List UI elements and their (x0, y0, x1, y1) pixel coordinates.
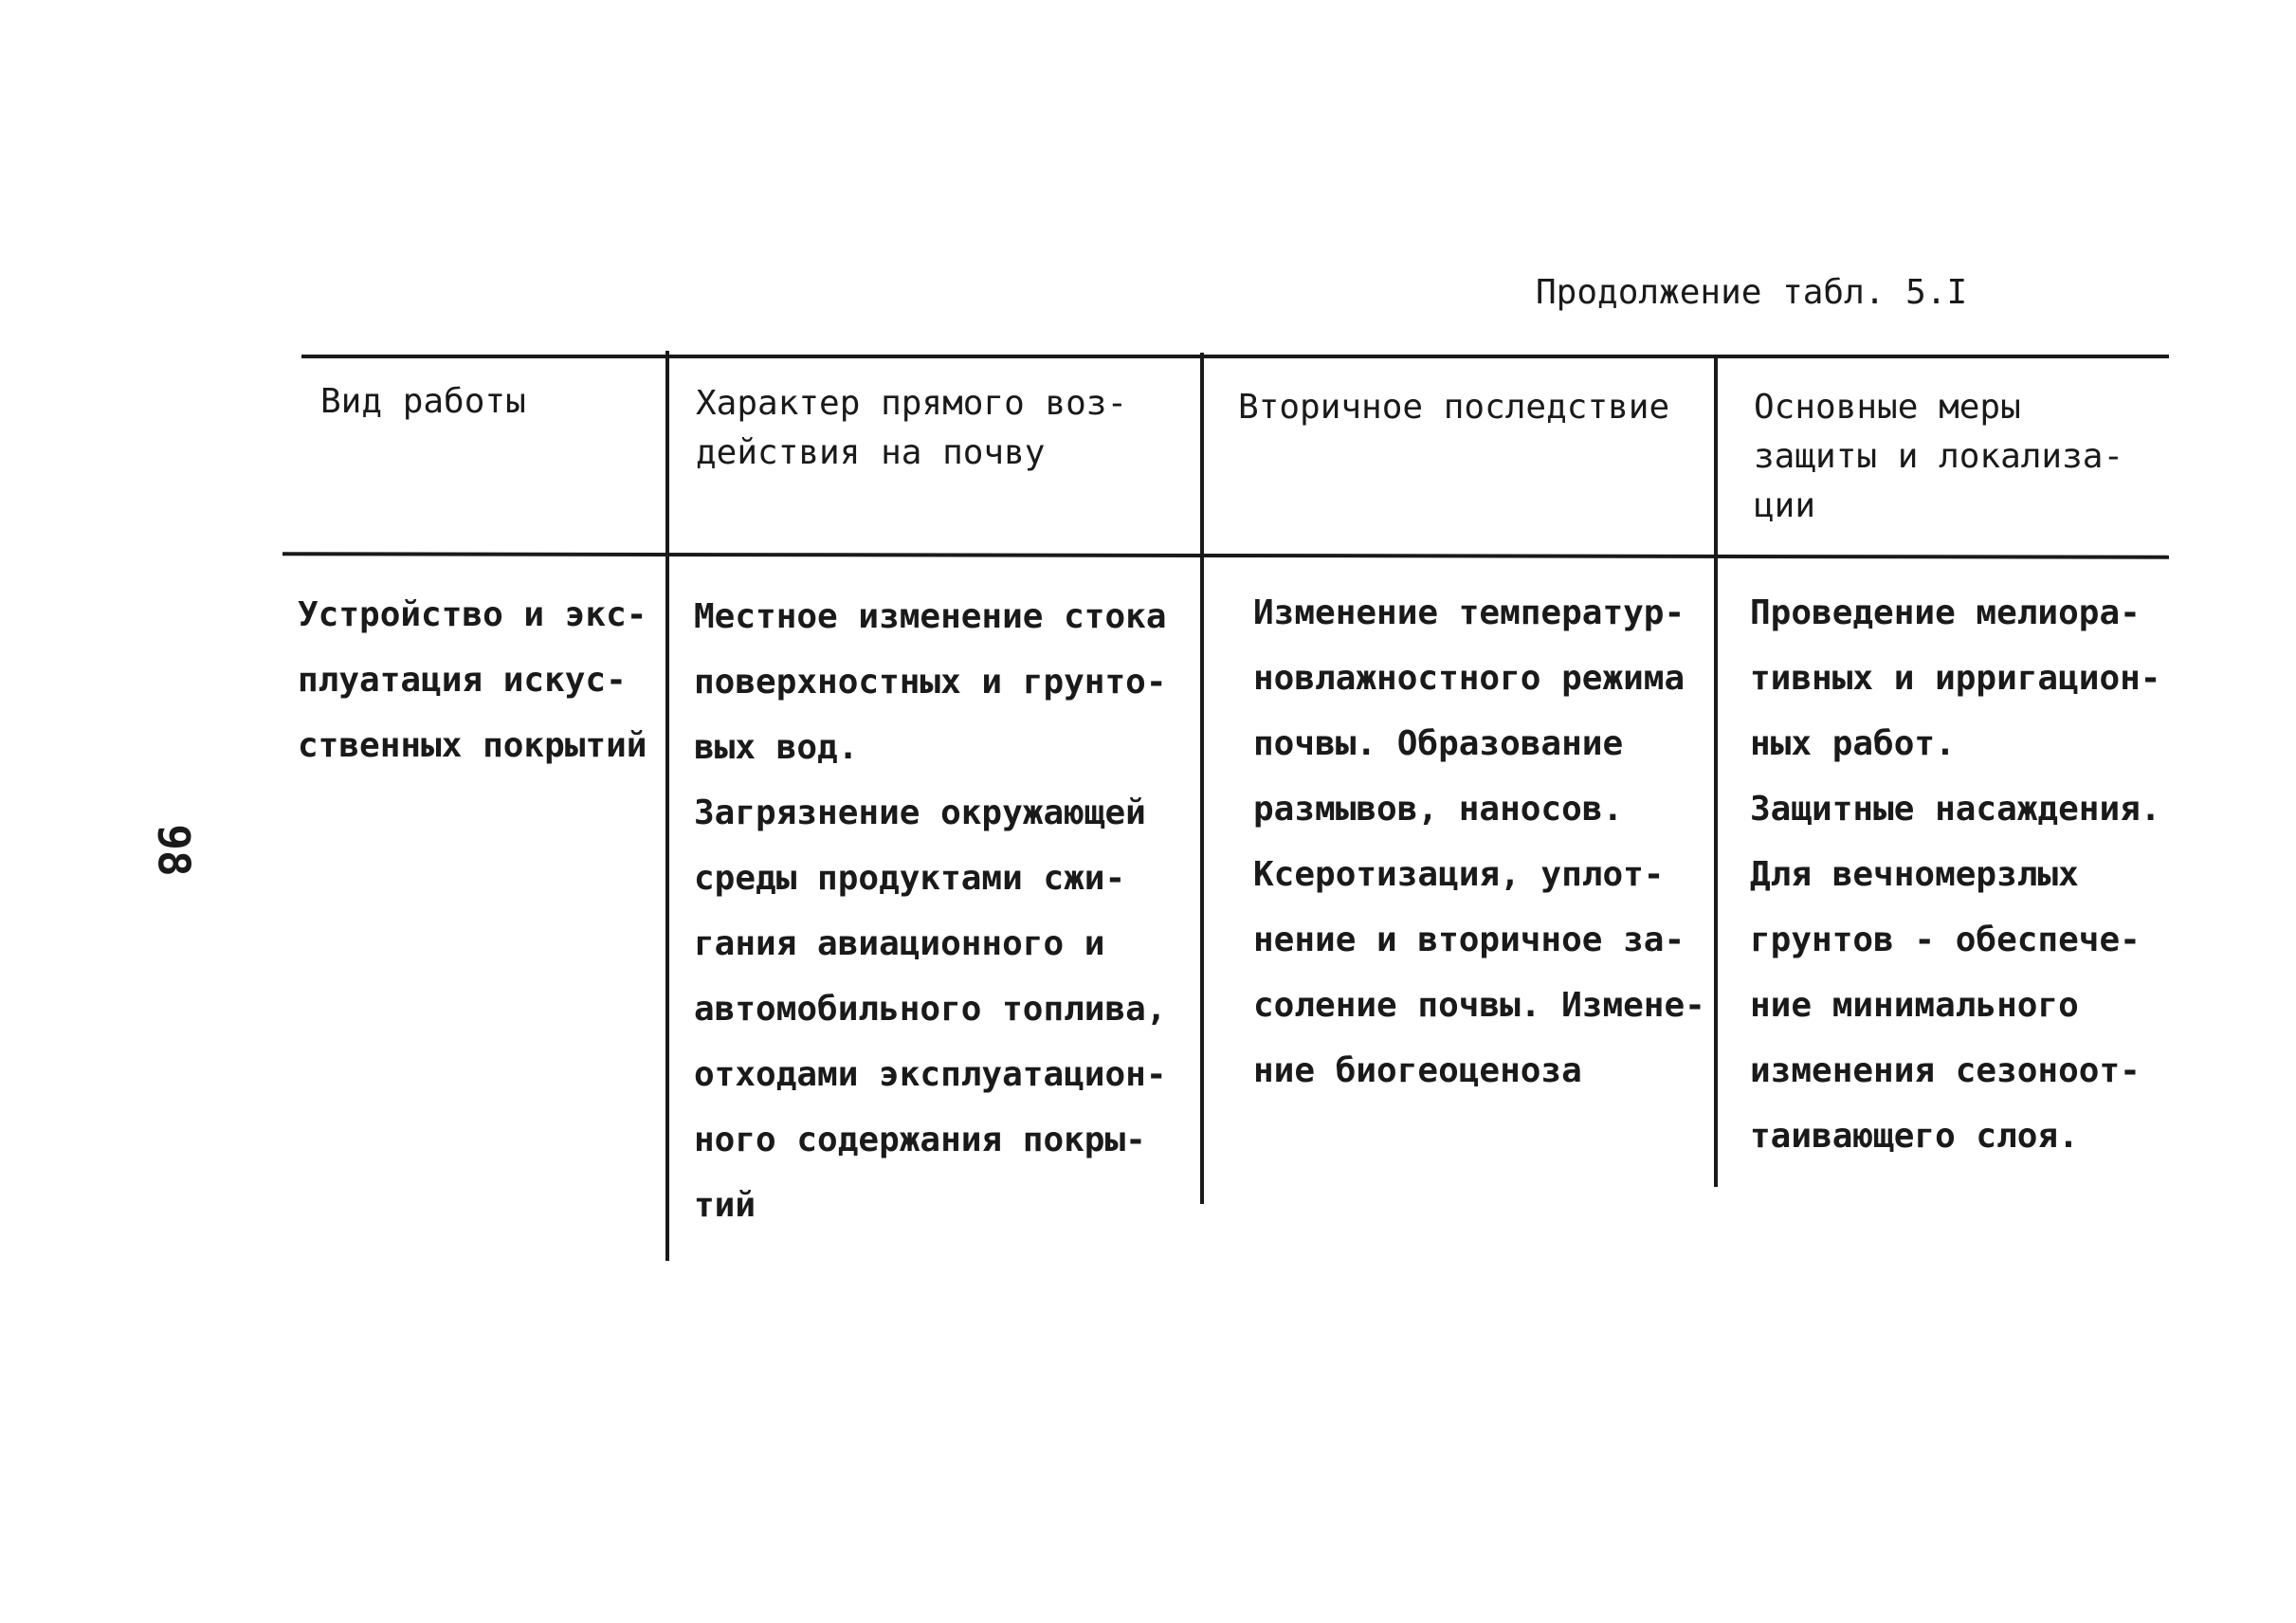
column-divider-2 (1200, 353, 1204, 1204)
table-caption: Продолжение табл. 5.I (1536, 273, 1968, 312)
column-divider-3 (1714, 355, 1718, 1187)
header-secondary-effect: Вторичное последствие (1238, 388, 1670, 427)
header-work-type: Вид работы (320, 382, 526, 421)
cell-secondary-effect: Изменение температур- новлажностного режима почвы. Образование размывов, наносов. Ксеротизация, уплот- нение и вторичное за- соление почвы. Измене- ние биогеоценоза (1253, 593, 1705, 1090)
header-direct-impact: Характер прямого воз- действия на почву (696, 384, 1128, 472)
cell-work-type: Устройство и экс- плуатация искус- ственных покрытий (298, 595, 647, 765)
header-protection-measures: Основные меры защиты и локализа- ции (1754, 388, 2124, 525)
table-header-rule (282, 552, 2169, 558)
table-top-rule (301, 355, 2169, 358)
cell-protection-measures: Проведение мелиора- тивных и ирригацион- ных работ. Защитные насаждения. Для вечномерзлых грунтов - обеспече- ние минимального изменения сезоноот- таивающего слоя. (1750, 593, 2161, 1156)
column-divider-1 (665, 351, 669, 1261)
cell-direct-impact: Местное изменение стока поверхностных и грунто- вых вод. Загрязнение окружающей среды продуктами сжи- гания авиационного и автомобильного топлива, отходами эксплуатацион- ного содержания покры- тий (694, 597, 1167, 1225)
page-number: 98 (148, 824, 200, 877)
